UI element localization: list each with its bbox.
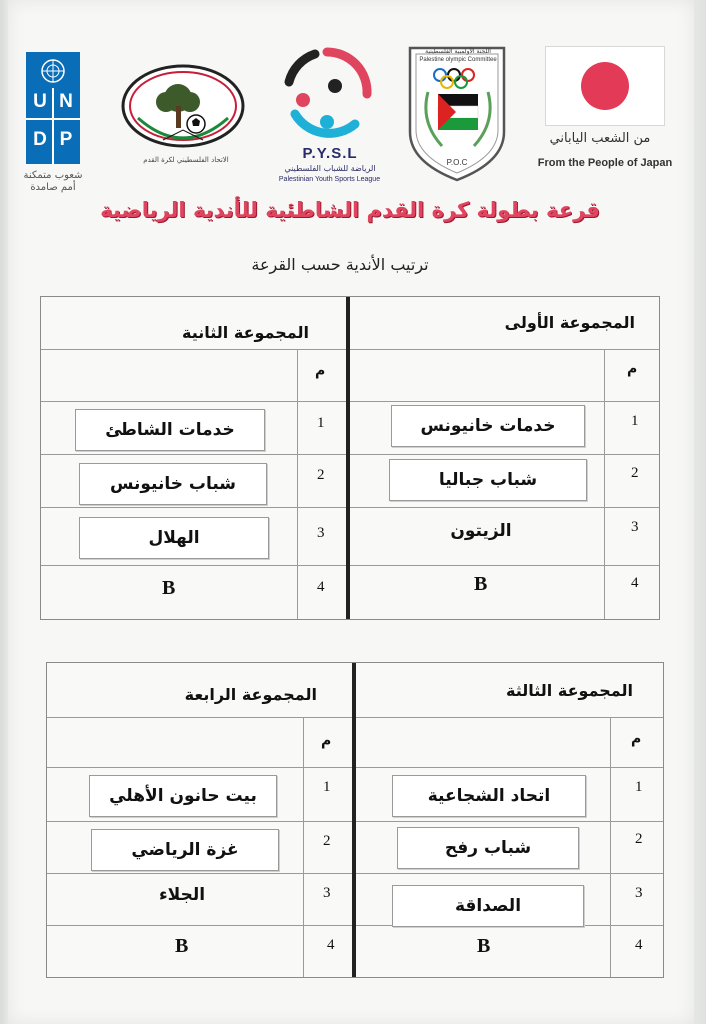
group-1-row-number: 1	[631, 413, 639, 429]
group-1-row-number: 3	[631, 519, 639, 535]
group-3-col-header: م	[631, 731, 642, 747]
group-1-team-card: B	[474, 573, 488, 595]
group-3-row-number: 2	[635, 831, 643, 847]
rising-sun-icon	[581, 62, 629, 110]
group-4-team-card: بيت حانون الأهلي	[89, 775, 277, 817]
groups-table-bottom	[46, 662, 664, 978]
undp-letter: P	[54, 128, 78, 152]
group-2-row-number: 4	[317, 579, 325, 595]
group-2-row-number: 2	[317, 467, 325, 483]
undp-letter: D	[28, 128, 52, 152]
poster-title: قرعة بطولة كرة القدم الشاطئية للأندية الرياضية	[100, 198, 600, 222]
group-1-row-number: 4	[631, 575, 639, 591]
group-3-team-card: اتحاد الشجاعية	[392, 775, 586, 817]
pfa-caption: الاتحاد الفلسطيني لكرة القدم	[143, 156, 229, 164]
japan-flag	[545, 46, 665, 126]
undp-letter: N	[54, 90, 78, 114]
poc-arabic: اللجنة الأولمبية الفلسطينية	[425, 48, 491, 55]
poster-subtitle: ترتيب الأندية حسب القرعة	[251, 255, 429, 274]
group-3-name: المجموعة الثالثة	[506, 681, 633, 700]
group-2-name: المجموعة الثانية	[182, 323, 309, 342]
group-4-row-number: 2	[323, 833, 331, 849]
group-3-team-card: شباب رفح	[397, 827, 579, 869]
poc-abbr: P.O.C	[446, 158, 468, 167]
group-4-row-number: 3	[323, 885, 331, 901]
group-4-row-number: 4	[327, 937, 335, 953]
undp-logo	[26, 52, 80, 164]
group-2-col-header: م	[315, 363, 326, 379]
group-1-team-card: شباب جباليا	[389, 459, 587, 501]
group-3-team-card: B	[477, 935, 491, 957]
group-2-team-card: الهلال	[79, 517, 269, 559]
group-2-team-card: B	[162, 577, 176, 599]
pysl-logo-icon	[275, 42, 380, 147]
group-4-team-card: B	[175, 935, 189, 957]
undp-letter: U	[28, 90, 52, 114]
group-4-team-card: غزة الرياضي	[91, 829, 279, 871]
japan-english: From the People of Japan	[537, 157, 673, 169]
pysl-title: P.Y.S.L	[302, 145, 358, 162]
group-1-name: المجموعة الأولى	[504, 313, 635, 332]
group-3-row-number: 4	[635, 937, 643, 953]
group-4-col-header: م	[321, 733, 332, 749]
group-3-team-card: الصداقة	[392, 885, 584, 927]
un-globe-icon	[34, 58, 72, 84]
group-2-row-number: 3	[317, 525, 325, 541]
groups-table-top	[40, 296, 660, 620]
group-1-team-card: خدمات خانيونس	[391, 405, 585, 447]
pfa-logo-icon	[118, 58, 248, 168]
group-1-team-card: الزيتون	[450, 521, 512, 541]
group-2-row-number: 1	[317, 415, 325, 431]
group-4-row-number: 1	[323, 779, 331, 795]
japan-arabic: من الشعب الياباني	[549, 131, 651, 146]
group-2-team-card: خدمات الشاطئ	[75, 409, 265, 451]
undp-tagline: شعوب متمكنة أمم صامدة	[23, 170, 83, 193]
group-2-team-card: شباب خانيونس	[79, 463, 267, 505]
poc-english: Palestine olympic Committee	[419, 57, 497, 63]
pysl-english: Palestinian Youth Sports League	[278, 176, 381, 183]
group-3-row-number: 3	[635, 885, 643, 901]
group-4-name: المجموعة الرابعة	[184, 685, 317, 704]
pysl-arabic: الرياضة للشباب الفلسطيني	[284, 164, 376, 173]
group-1-col-header: م	[627, 361, 638, 377]
group-4-team-card: الجلاء	[158, 885, 206, 905]
group-3-row-number: 1	[635, 779, 643, 795]
group-1-row-number: 2	[631, 465, 639, 481]
